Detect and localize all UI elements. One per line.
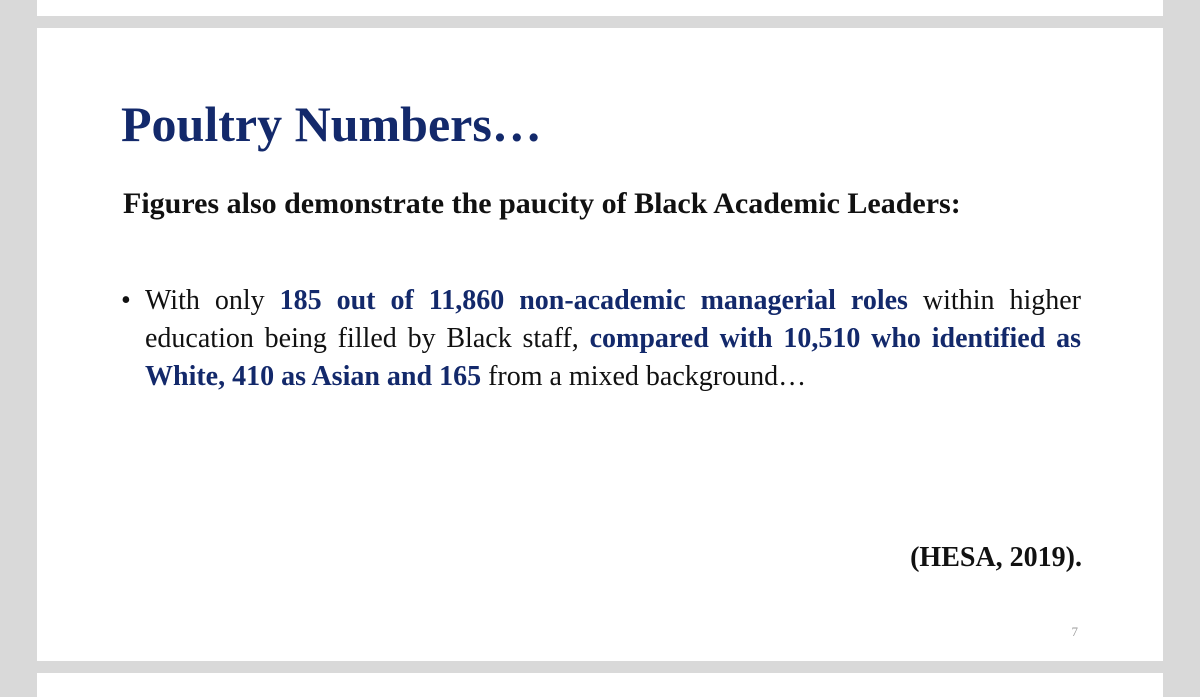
bullet-text-part1: With only xyxy=(145,285,280,316)
page-number: 7 xyxy=(1071,624,1078,639)
previous-slide-thumbnail[interactable] xyxy=(37,0,1163,16)
bullet-text xyxy=(145,282,1081,396)
bullet-emphasis-roles: 185 out of 11,860 non-academic managerial roles xyxy=(279,285,908,316)
bullet-text-part3: within higher education being filled by Black staff, xyxy=(145,285,1081,354)
slide-title: Poultry Numbers… xyxy=(121,96,542,152)
bullet-emphasis-comparison: compared with 10,510 who identified as White, 410 as Asian and 165 xyxy=(145,323,1082,392)
slide-subtitle: Figures also demonstrate the paucity of Black Academic Leaders: xyxy=(123,187,961,220)
citation: (HESA, 2019). xyxy=(910,542,1082,573)
bullet-icon: • xyxy=(121,285,131,316)
bullet-text-part5: from a mixed background… xyxy=(481,361,807,392)
current-slide xyxy=(37,28,1163,661)
next-slide-thumbnail[interactable] xyxy=(37,673,1163,697)
